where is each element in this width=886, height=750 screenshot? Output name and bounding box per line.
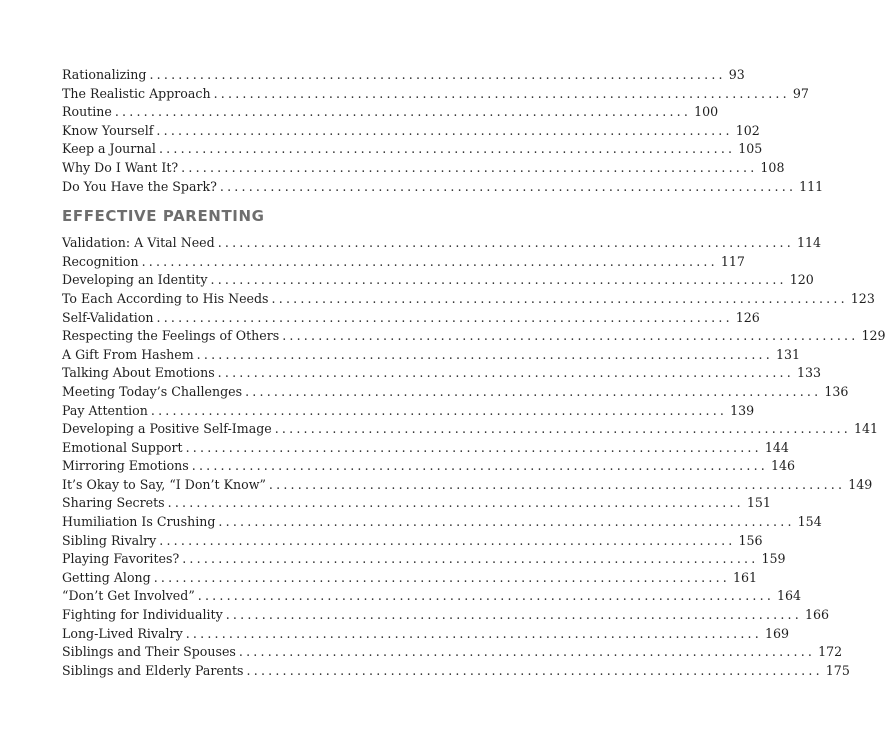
dot-leader: ................................................................................ [181, 159, 758, 175]
toc-entry [62, 457, 796, 476]
toc-entry-title: Siblings and Elderly Parents [62, 662, 244, 678]
dot-leader: ................................................................................ [185, 625, 762, 641]
toc-entry-title: Pay Attention [62, 402, 148, 418]
toc-entry-title: Sibling Rivalry [62, 532, 157, 548]
section-heading: EFFECTIVE PARENTING [62, 207, 265, 226]
toc-entry [62, 513, 822, 532]
toc-entry-title: A Gift From Hashem [62, 346, 194, 362]
dot-leader: ................................................................................ [274, 421, 851, 437]
toc-entry [62, 140, 763, 159]
toc-entry-title: Developing a Positive Self-Image [62, 421, 272, 437]
toc-entry-title: Do You Have the Spark? [62, 178, 217, 194]
toc-page-number: 172 [818, 644, 843, 660]
dot-leader: ................................................................................ [219, 178, 797, 194]
toc-entry [62, 122, 760, 141]
toc-entry [62, 532, 763, 551]
dot-leader: ................................................................................ [150, 402, 728, 418]
dot-leader: ................................................................................ [191, 458, 768, 474]
toc-page-number: 111 [799, 178, 824, 194]
toc-entry-title: Mirroring Emotions [62, 458, 189, 474]
toc-entry-title: Playing Favorites? [62, 551, 180, 567]
toc-entry [62, 550, 786, 569]
toc-page-number: 102 [735, 122, 760, 138]
dot-leader: ................................................................................ [149, 67, 726, 82]
toc-entry-title: The Realistic Approach [62, 85, 211, 101]
toc-entry [62, 103, 719, 122]
toc-page-number: 117 [720, 253, 745, 269]
toc-page-number: 120 [789, 272, 814, 288]
dot-leader: ................................................................................ [141, 253, 718, 269]
toc-entry [62, 364, 821, 383]
toc-entry [62, 643, 843, 662]
toc-entry-title: Respecting the Feelings of Others [62, 328, 280, 344]
toc-entry [62, 625, 790, 644]
toc-entry-title: To Each According to His Needs [62, 290, 269, 306]
dot-leader: ................................................................................ [153, 569, 730, 585]
toc-entry-title: Self-Validation [62, 309, 154, 325]
toc-entry-title: Long-Lived Rivalry [62, 625, 183, 641]
toc-entry [62, 402, 755, 421]
toc-page-number: 105 [738, 141, 763, 157]
toc-page-number: 93 [728, 67, 745, 82]
toc-entry-title: Know Yourself [62, 122, 154, 138]
toc-page-number: 166 [804, 607, 830, 623]
toc-page-number: 159 [761, 551, 786, 567]
toc-page-number: 164 [777, 588, 802, 604]
toc-page-number: 175 [825, 662, 850, 678]
dot-leader: ................................................................................ [282, 328, 859, 344]
dot-leader: ................................................................................ [185, 439, 762, 455]
dot-leader: ................................................................................ [218, 514, 795, 530]
toc-entry-title: “Don’t Get Involved” [62, 588, 195, 604]
dot-leader: ................................................................................ [114, 104, 692, 120]
toc-entry-title: It’s Okay to Say, “I Don’t Know” [62, 476, 266, 492]
dot-leader: ................................................................................ [225, 607, 802, 623]
toc-entry [62, 346, 800, 365]
dot-leader: ................................................................................ [167, 495, 744, 511]
toc-entry-title: Talking About Emotions [62, 365, 215, 381]
toc-entry [62, 66, 745, 85]
toc-entry-title: Validation: A Vital Need [62, 235, 215, 251]
toc-page-number: 141 [853, 421, 879, 437]
dot-leader: ................................................................................ [156, 122, 733, 138]
toc-entry [62, 290, 875, 309]
toc-entry-title: Sharing Secrets [62, 495, 165, 511]
toc-entry-title: Meeting Today’s Challenges [62, 383, 243, 399]
toc-page-number: 97 [792, 85, 809, 101]
toc-entry [62, 383, 849, 402]
toc-entry [62, 327, 886, 346]
dot-leader: ................................................................................ [213, 85, 790, 101]
dot-leader: ................................................................................ [246, 662, 823, 678]
dot-leader: ................................................................................ [245, 383, 822, 399]
toc-entry-title: Humiliation Is Crushing [62, 514, 216, 530]
toc-entry-title: Siblings and Their Spouses [62, 644, 236, 660]
toc-page-number: 126 [735, 309, 760, 325]
toc-page-number: 149 [848, 476, 873, 492]
dot-leader: ................................................................................ [158, 141, 736, 157]
toc-list-section [62, 234, 886, 680]
toc-page-number: 129 [861, 328, 886, 344]
toc-entry [62, 476, 873, 495]
dot-leader: ................................................................................ [271, 290, 848, 306]
toc-entry-title: Keep a Journal [62, 141, 156, 157]
toc-entry [62, 420, 879, 439]
toc-entry [62, 234, 821, 253]
toc-entry [62, 587, 802, 606]
toc-entry-title: Routine [62, 104, 112, 120]
toc-page-number: 151 [746, 495, 771, 511]
table-of-contents [62, 66, 886, 680]
toc-page-number: 144 [764, 439, 789, 455]
toc-page-number: 156 [738, 532, 763, 548]
toc-page-number: 136 [824, 383, 849, 399]
toc-entry [62, 253, 745, 272]
toc-page-number: 131 [775, 346, 800, 362]
dot-leader: ................................................................................ [196, 346, 773, 362]
dot-leader: ................................................................................ [268, 476, 846, 492]
toc-page-number: 139 [730, 402, 755, 418]
toc-page-number: 108 [760, 159, 785, 175]
toc-entry-title: Recognition [62, 253, 139, 269]
toc-entry [62, 271, 814, 290]
toc-entry [62, 439, 789, 458]
toc-entry [62, 494, 771, 513]
toc-entry [62, 569, 758, 588]
dot-leader: ................................................................................ [159, 532, 736, 548]
dot-leader: ................................................................................ [238, 644, 816, 660]
toc-page-number: 146 [771, 458, 796, 474]
toc-page-number: 161 [732, 569, 758, 585]
dot-leader: ................................................................................ [182, 551, 759, 567]
dot-leader: ................................................................................ [197, 588, 775, 604]
dot-leader: ................................................................................ [156, 309, 733, 325]
dot-leader: ................................................................................ [210, 272, 787, 288]
toc-entry [62, 159, 785, 178]
toc-entry-title: Developing an Identity [62, 272, 208, 288]
toc-page-number: 100 [694, 104, 719, 120]
toc-entry [62, 606, 830, 625]
toc-entry-title: Rationalizing [62, 67, 147, 82]
toc-entry [62, 309, 760, 328]
toc-entry-title: Fighting for Individuality [62, 607, 223, 623]
toc-entry-title: Getting Along [62, 569, 151, 585]
dot-leader: ................................................................................ [217, 235, 794, 251]
toc-page-number: 114 [796, 235, 821, 251]
toc-entry [62, 178, 824, 197]
toc-page-number: 133 [796, 365, 821, 381]
toc-page-number: 154 [797, 514, 822, 530]
toc-entry [62, 662, 850, 681]
toc-page-number: 169 [764, 625, 790, 641]
toc-entry [62, 85, 809, 104]
toc-entry-title: Emotional Support [62, 439, 183, 455]
toc-entry-title: Why Do I Want It? [62, 159, 179, 175]
toc-page-number: 123 [850, 290, 875, 306]
dot-leader: ................................................................................ [217, 365, 794, 381]
toc-list-top [62, 66, 824, 196]
